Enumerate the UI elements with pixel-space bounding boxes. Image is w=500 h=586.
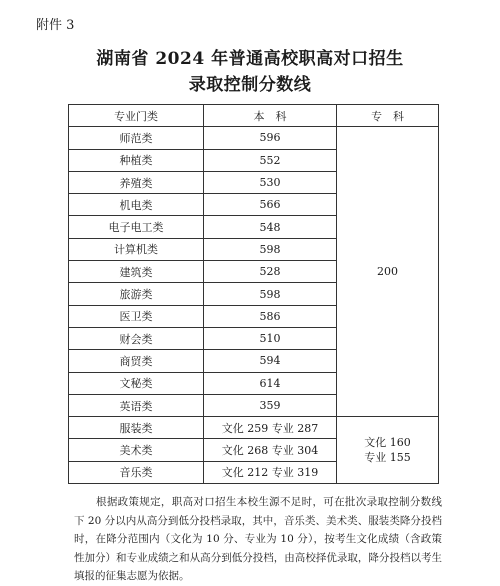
category-cell: 英语类 [69,394,204,416]
category-cell: 文秘类 [69,372,204,394]
undergrad-score-cell: 530 [204,171,337,193]
table-body [69,127,439,484]
category-cell: 音乐类 [69,461,204,483]
junior-culture-score: 文化 160 [364,436,411,450]
undergrad-score-cell: 文化 212 专业 319 [204,461,337,483]
table-header-row [69,105,439,127]
undergrad-score-cell: 552 [204,149,337,171]
category-cell: 计算机类 [69,238,204,260]
table-row [69,417,439,439]
category-cell: 建筑类 [69,261,204,283]
document-subtitle: 录取控制分数线 [188,75,312,95]
undergrad-score-cell: 598 [204,283,337,305]
category-cell: 电子电工类 [69,216,204,238]
category-cell: 养殖类 [69,171,204,193]
undergrad-score-cell: 614 [204,372,337,394]
category-cell: 师范类 [69,127,204,149]
category-cell: 医卫类 [69,305,204,327]
category-cell: 美术类 [69,439,204,461]
category-cell: 财会类 [69,327,204,349]
category-cell: 旅游类 [69,283,204,305]
undergrad-score-cell: 596 [204,127,337,149]
undergrad-score-cell: 586 [204,305,337,327]
undergrad-score-cell: 528 [204,261,337,283]
category-cell: 服装类 [69,417,204,439]
junior-score-cell: 200 [337,127,439,417]
undergrad-score-cell: 文化 268 专业 304 [204,439,337,461]
undergrad-score-cell: 566 [204,194,337,216]
attachment-label: 附件 3 [36,18,75,33]
undergrad-score-cell: 594 [204,350,337,372]
header-junior: 专 科 [337,105,439,127]
undergrad-score-cell: 359 [204,394,337,416]
header-category: 专业门类 [69,105,204,127]
undergrad-score-cell: 文化 259 专业 287 [204,417,337,439]
undergrad-score-cell: 510 [204,327,337,349]
undergrad-score-cell: 598 [204,238,337,260]
undergrad-score-cell: 548 [204,216,337,238]
category-cell: 机电类 [69,194,204,216]
category-cell: 商贸类 [69,350,204,372]
junior-score-cell-arts [337,417,439,484]
table-row [69,127,439,149]
policy-note: 根据政策规定，职高对口招生本校生源不足时，可在批次录取控制分数线下 20 分以内从高分到低分投档录取，其中，音乐类、美术类、服装类降分投档时，在降分范围内（文化为 10 分、专业为 10 分），按考生文化成绩（含政策性加分）和专业成绩之和从高分到低分投档，由高校择优录取，降分投档以考生填报的征集志愿为依据。 [74,496,442,582]
junior-major-score: 专业 155 [364,451,411,465]
category-cell: 种植类 [69,149,204,171]
score-table [68,104,439,484]
document-title: 湖南省 2024 年普通高校职高对口招生 [96,49,404,69]
header-undergrad: 本 科 [204,105,337,127]
